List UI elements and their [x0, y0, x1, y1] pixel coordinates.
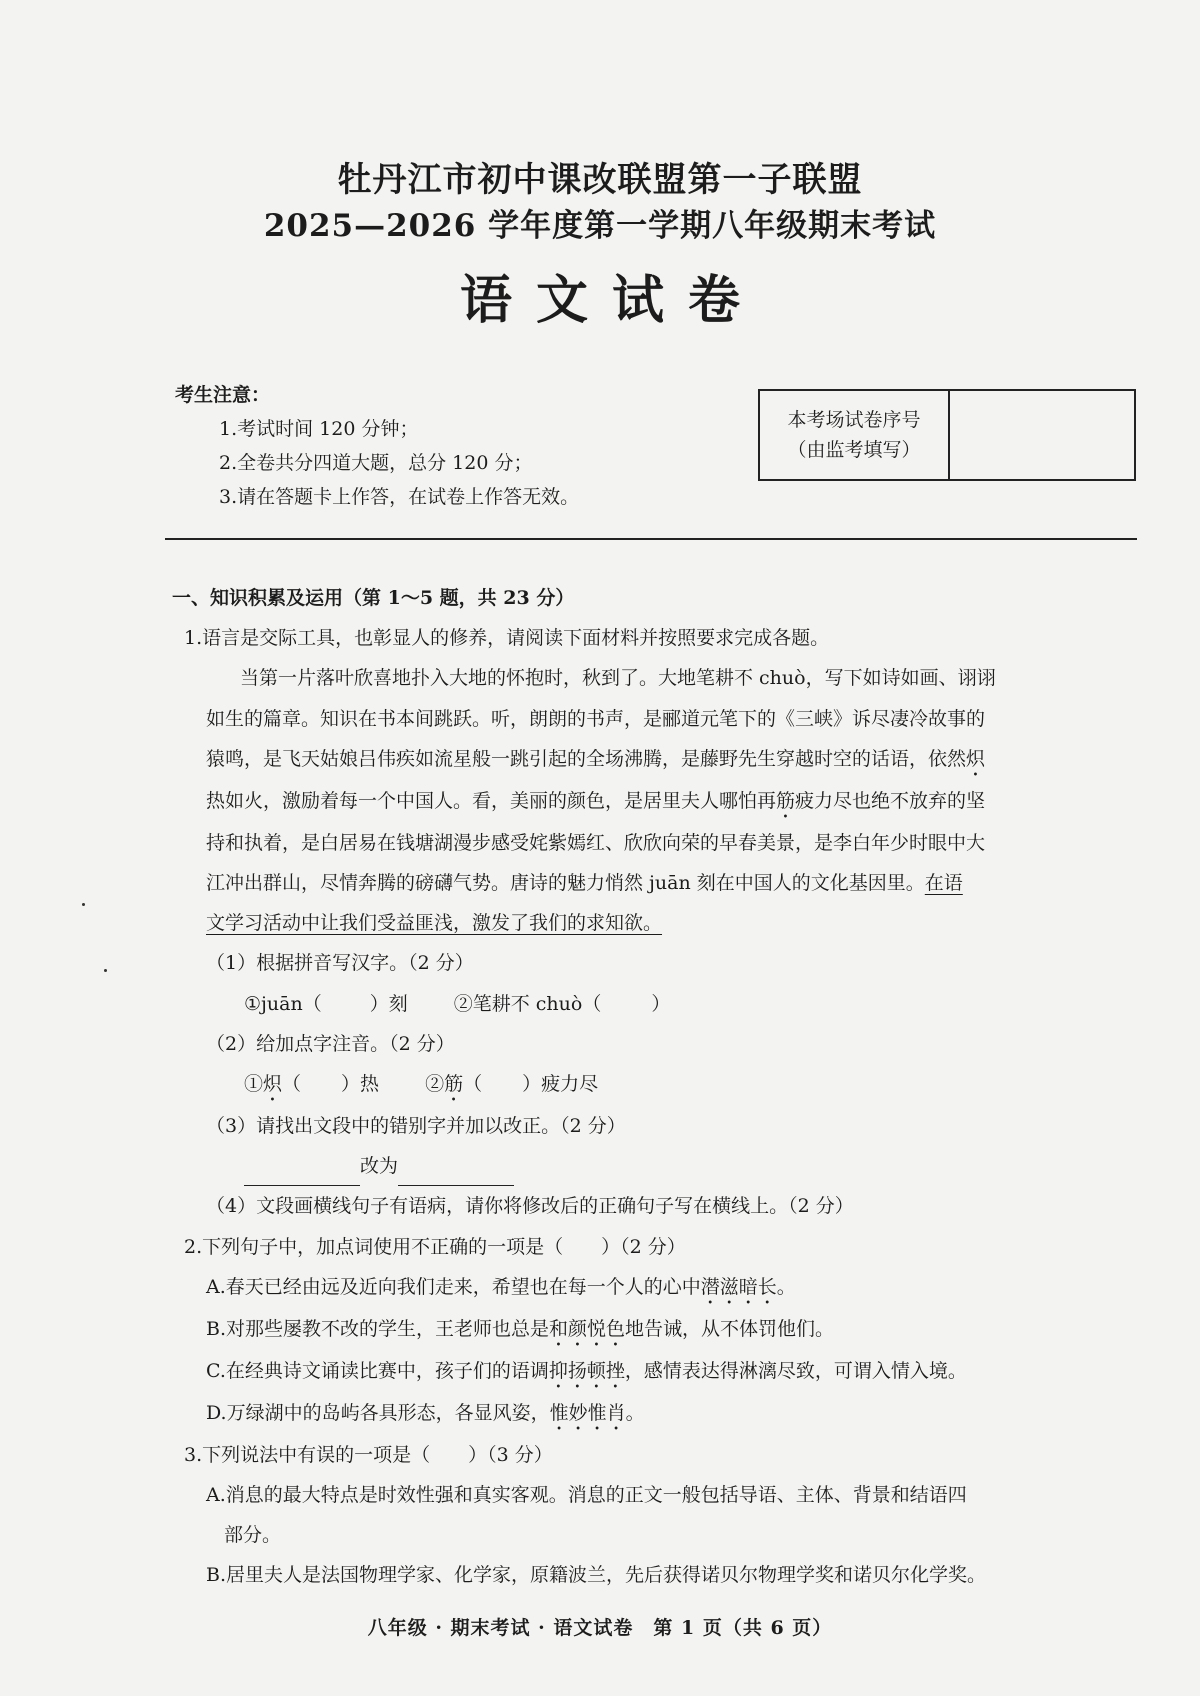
exam-notice [175, 378, 579, 514]
serial-number-box [758, 389, 1136, 481]
divider [165, 538, 1137, 540]
notice-item: 1.考试时间 120 分钟； [219, 418, 419, 440]
question-3-option: B.居里夫人是法国物理学家、化学家，原籍波兰，先后获得诺贝尔物理学奖和诺贝尔化学奖。 [206, 1564, 987, 1587]
title-alliance: 牡丹江市初中课改联盟第一子联盟 [337, 160, 863, 200]
question-2-option: B.对那些屡教不改的学生，王老师也总是和颜悦色地告诫，从不体罚他们。 [206, 1317, 835, 1340]
passage-line: 热如火，激励着每一个中国人。看，美丽的颜色，是居里夫人哪怕再筋疲力尽也绝不放弃的坚 [206, 789, 986, 812]
question-2-stem: 2.下列句子中，加点词使用不正确的一项是（ ）（2 分） [184, 1235, 686, 1258]
passage-line: 猿鸣，是飞天姑娘吕伟疾如流星般一跳引起的全场沸腾，是藤野先生穿越时空的话语，依然炽 [206, 747, 986, 770]
sub-question-2: （2）给加点字注音。（2 分） [206, 1032, 455, 1055]
serial-label-line2: （由监考填写） [787, 439, 921, 461]
answer-blank[interactable] [398, 1163, 514, 1186]
notice-title: 考生注意： [175, 384, 271, 406]
dotted-char: 炽 [966, 747, 986, 770]
serial-label [760, 391, 950, 479]
question-2-option: A.春天已经由远及近向我们走来，希望也在每一个人的心中潜滋暗长。 [206, 1275, 796, 1298]
question-2-option: D.万绿湖中的岛屿各具形态，各显风姿，惟妙惟肖。 [206, 1401, 645, 1424]
section-heading: 一、知识积累及运用（第 1～5 题，共 23 分） [172, 587, 575, 609]
question-3-option: 部分。 [224, 1524, 282, 1547]
title-subject: 语文试卷 [459, 270, 764, 331]
sub-question-3-blanks: 改为 [172, 1146, 1142, 1186]
question-3-option: A.消息的最大特点是时效性强和真实客观。消息的正文一般包括导语、主体、背景和结语四 [206, 1484, 967, 1507]
passage-line [172, 903, 1142, 943]
question-3-stem: 3.下列说法中有误的一项是（ ）（3 分） [184, 1443, 553, 1466]
notice-item: 2.全卷共分四道大题，总分 120 分； [219, 452, 533, 474]
passage-line: 当第一片落叶欣喜地扑入大地的怀抱时，秋到了。大地笔耕不 chuò，写下如诗如画、诩诩 [240, 667, 996, 690]
sub-question-3: （3）请找出文段中的错别字并加以改正。（2 分） [206, 1115, 626, 1138]
sub-question-2-blanks: ①炽（ ）热 ②筋（ ）疲力尽 [244, 1073, 599, 1096]
sub-question-4: （4）文段画横线句子有语病，请你将修改后的正确句子写在横线上。（2 分） [206, 1195, 854, 1218]
dotted-char: 筋 [776, 789, 796, 812]
scan-speck [82, 903, 85, 906]
sub-question-1-blanks: ①juān（ ）刻 ②笔耕不 chuò（ ） [244, 992, 671, 1015]
underlined-sentence: 在语 [924, 872, 963, 895]
page-footer: 八年级 · 期末考试 · 语文试卷 第 1 页（共 6 页） [367, 1617, 833, 1639]
serial-label-line1: 本考场试卷序号 [787, 409, 921, 431]
passage-line: 江冲出群山，尽情奔腾的磅礴气势。唐诗的魅力悄然 juān 刻在中国人的文化基因里。在语 [206, 872, 963, 895]
question-body [172, 578, 1142, 1596]
answer-blank[interactable] [244, 1163, 360, 1186]
scan-speck [104, 969, 107, 972]
underlined-sentence: 文学习活动中让我们受益匪浅，激发了我们的求知欲。 [206, 912, 663, 935]
serial-value-field[interactable] [950, 391, 1134, 479]
passage-line: 如生的篇章。知识在书本间跳跃。听，朗朗的书声，是郦道元笔下的《三峡》诉尽凄冷故事的 [206, 707, 986, 730]
notice-item: 3.请在答题卡上作答，在试卷上作答无效。 [219, 486, 580, 508]
question-2-option: C.在经典诗文诵读比赛中，孩子们的语调抑扬顿挫，感情表达得淋漓尽致，可谓入情入境。 [206, 1359, 967, 1382]
title-exam: 2025—2026 学年度第一学期八年级期末考试 [263, 208, 937, 244]
sub-question-1: （1）根据拼音写汉字。（2 分） [206, 952, 474, 975]
passage-line: 持和执着，是白居易在钱塘湖漫步感受姹紫嫣红、欣欣向荣的早春美景，是李白年少时眼中大 [206, 831, 986, 854]
question-1-stem: 1.语言是交际工具，也彰显人的修养，请阅读下面材料并按照要求完成各题。 [184, 627, 830, 650]
